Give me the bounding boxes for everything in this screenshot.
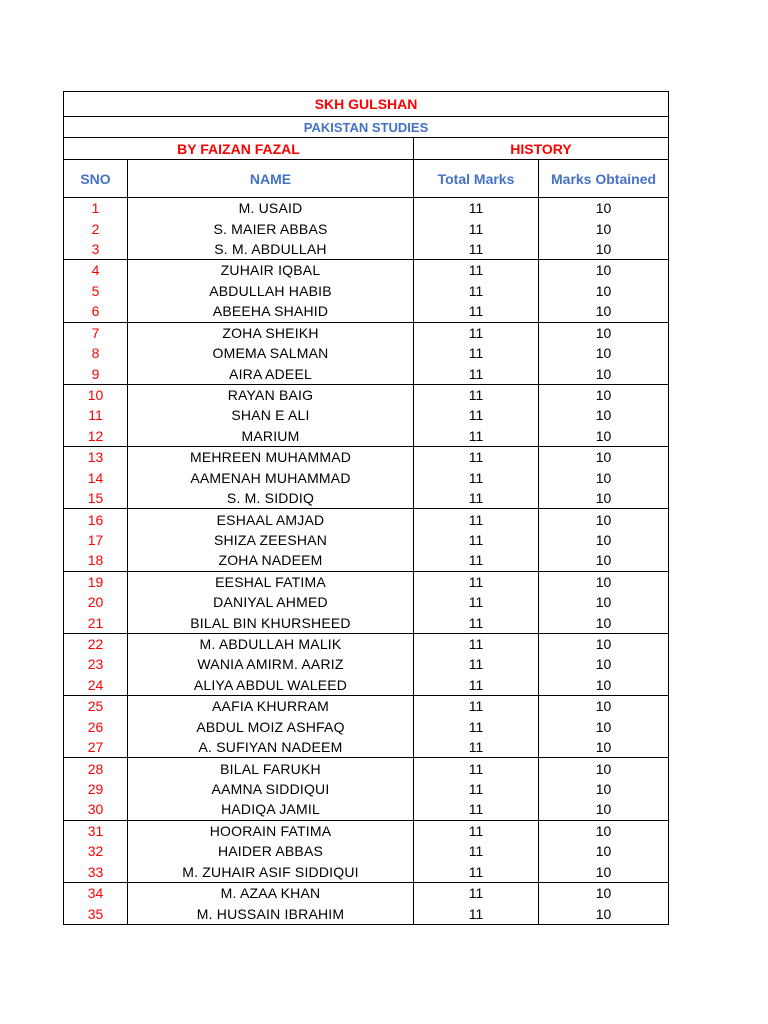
- table-row: [64, 654, 669, 674]
- row-sno: 21: [64, 612, 128, 633]
- row-name: OMEMA SALMAN: [128, 343, 414, 363]
- row-sno: 12: [64, 426, 128, 447]
- table-row: [64, 384, 669, 405]
- row-name: SHAN E ALI: [128, 405, 414, 425]
- row-name: AAFIA KHURRAM: [128, 696, 414, 717]
- row-name: EESHAL FATIMA: [128, 571, 414, 592]
- row-total-marks: 11: [414, 260, 539, 281]
- row-sno: 3: [64, 239, 128, 260]
- marks-table: [63, 91, 669, 925]
- row-marks-obtained: 10: [539, 239, 669, 260]
- row-marks-obtained: 10: [539, 405, 669, 425]
- row-marks-obtained: 10: [539, 737, 669, 758]
- table-row: [64, 343, 669, 363]
- table-row: [64, 198, 669, 219]
- row-sno: 32: [64, 841, 128, 861]
- row-marks-obtained: 10: [539, 612, 669, 633]
- row-marks-obtained: 10: [539, 509, 669, 530]
- row-name: S. M. ABDULLAH: [128, 239, 414, 260]
- row-marks-obtained: 10: [539, 363, 669, 384]
- row-sno: 33: [64, 862, 128, 883]
- row-sno: 10: [64, 384, 128, 405]
- row-total-marks: 11: [414, 696, 539, 717]
- row-marks-obtained: 10: [539, 550, 669, 571]
- row-sno: 14: [64, 467, 128, 487]
- table-row: [64, 841, 669, 861]
- row-marks-obtained: 10: [539, 633, 669, 654]
- row-sno: 34: [64, 882, 128, 903]
- table-row: [64, 467, 669, 487]
- row-name: ESHAAL AMJAD: [128, 509, 414, 530]
- row-total-marks: 11: [414, 799, 539, 820]
- row-marks-obtained: 10: [539, 343, 669, 363]
- row-sno: 2: [64, 218, 128, 238]
- table-row: [64, 218, 669, 238]
- row-name: AAMENAH MUHAMMAD: [128, 467, 414, 487]
- row-total-marks: 11: [414, 903, 539, 924]
- row-sno: 18: [64, 550, 128, 571]
- table-row: [64, 405, 669, 425]
- row-sno: 31: [64, 820, 128, 841]
- row-total-marks: 11: [414, 363, 539, 384]
- row-marks-obtained: 10: [539, 260, 669, 281]
- row-total-marks: 11: [414, 758, 539, 779]
- school-title: SKH GULSHAN: [64, 92, 669, 117]
- row-total-marks: 11: [414, 239, 539, 260]
- row-name: M. AZAA KHAN: [128, 882, 414, 903]
- table-row: [64, 633, 669, 654]
- row-name: S. M. SIDDIQ: [128, 488, 414, 509]
- row-sno: 7: [64, 322, 128, 343]
- subject-title: PAKISTAN STUDIES: [64, 117, 669, 138]
- row-total-marks: 11: [414, 612, 539, 633]
- row-sno: 20: [64, 592, 128, 612]
- row-name: ABDUL MOIZ ASHFAQ: [128, 717, 414, 737]
- row-marks-obtained: 10: [539, 281, 669, 301]
- table-row: [64, 737, 669, 758]
- row-total-marks: 11: [414, 426, 539, 447]
- row-total-marks: 11: [414, 862, 539, 883]
- row-marks-obtained: 10: [539, 903, 669, 924]
- row-sno: 19: [64, 571, 128, 592]
- row-total-marks: 11: [414, 571, 539, 592]
- row-marks-obtained: 10: [539, 426, 669, 447]
- row-total-marks: 11: [414, 675, 539, 696]
- row-marks-obtained: 10: [539, 779, 669, 799]
- row-sno: 5: [64, 281, 128, 301]
- row-marks-obtained: 10: [539, 675, 669, 696]
- row-name: MEHREEN MUHAMMAD: [128, 447, 414, 468]
- row-sno: 16: [64, 509, 128, 530]
- row-total-marks: 11: [414, 447, 539, 468]
- table-row: [64, 281, 669, 301]
- row-sno: 25: [64, 696, 128, 717]
- row-total-marks: 11: [414, 343, 539, 363]
- row-sno: 29: [64, 779, 128, 799]
- row-total-marks: 11: [414, 592, 539, 612]
- row-total-marks: 11: [414, 841, 539, 861]
- table-row: [64, 509, 669, 530]
- row-marks-obtained: 10: [539, 696, 669, 717]
- row-total-marks: 11: [414, 737, 539, 758]
- row-marks-obtained: 10: [539, 322, 669, 343]
- row-name: ZUHAIR IQBAL: [128, 260, 414, 281]
- row-sno: 8: [64, 343, 128, 363]
- row-total-marks: 11: [414, 779, 539, 799]
- row-name: ABDULLAH HABIB: [128, 281, 414, 301]
- school-row: [64, 92, 669, 117]
- row-sno: 15: [64, 488, 128, 509]
- row-name: M. ABDULLAH MALIK: [128, 633, 414, 654]
- row-name: AIRA ADEEL: [128, 363, 414, 384]
- table-row: [64, 675, 669, 696]
- row-name: M. USAID: [128, 198, 414, 219]
- row-name: SHIZA ZEESHAN: [128, 530, 414, 550]
- table-row: [64, 862, 669, 883]
- table-row: [64, 717, 669, 737]
- column-header-sno: SNO: [64, 160, 128, 198]
- row-name: M. HUSSAIN IBRAHIM: [128, 903, 414, 924]
- row-marks-obtained: 10: [539, 530, 669, 550]
- row-total-marks: 11: [414, 467, 539, 487]
- row-total-marks: 11: [414, 405, 539, 425]
- row-sno: 6: [64, 301, 128, 322]
- table-row: [64, 239, 669, 260]
- row-total-marks: 11: [414, 509, 539, 530]
- row-sno: 35: [64, 903, 128, 924]
- row-total-marks: 11: [414, 198, 539, 219]
- row-total-marks: 11: [414, 820, 539, 841]
- row-marks-obtained: 10: [539, 654, 669, 674]
- section-label: HISTORY: [414, 138, 669, 160]
- table-row: [64, 779, 669, 799]
- table-row: [64, 488, 669, 509]
- column-header-obtained: Marks Obtained: [539, 160, 669, 198]
- row-marks-obtained: 10: [539, 841, 669, 861]
- row-sno: 26: [64, 717, 128, 737]
- column-header-name: NAME: [128, 160, 414, 198]
- row-marks-obtained: 10: [539, 758, 669, 779]
- row-name: AAMNA SIDDIQUI: [128, 779, 414, 799]
- row-name: A. SUFIYAN NADEEM: [128, 737, 414, 758]
- table-row: [64, 592, 669, 612]
- row-name: MARIUM: [128, 426, 414, 447]
- row-sno: 1: [64, 198, 128, 219]
- byline-row: [64, 138, 669, 160]
- table-row: [64, 426, 669, 447]
- row-name: ALIYA ABDUL WALEED: [128, 675, 414, 696]
- row-total-marks: 11: [414, 488, 539, 509]
- row-name: S. MAIER ABBAS: [128, 218, 414, 238]
- column-header-total: Total Marks: [414, 160, 539, 198]
- row-sno: 11: [64, 405, 128, 425]
- table-row: [64, 550, 669, 571]
- row-name: ABEEHA SHAHID: [128, 301, 414, 322]
- column-header-row: [64, 160, 669, 198]
- table-row: [64, 882, 669, 903]
- row-total-marks: 11: [414, 717, 539, 737]
- row-sno: 22: [64, 633, 128, 654]
- row-name: ZOHA NADEEM: [128, 550, 414, 571]
- row-total-marks: 11: [414, 882, 539, 903]
- table-row: [64, 322, 669, 343]
- row-marks-obtained: 10: [539, 488, 669, 509]
- row-marks-obtained: 10: [539, 862, 669, 883]
- table-row: [64, 447, 669, 468]
- table-row: [64, 612, 669, 633]
- row-marks-obtained: 10: [539, 198, 669, 219]
- subject-row: [64, 117, 669, 138]
- row-sno: 27: [64, 737, 128, 758]
- row-name: BILAL FARUKH: [128, 758, 414, 779]
- row-sno: 23: [64, 654, 128, 674]
- row-total-marks: 11: [414, 550, 539, 571]
- table-row: [64, 571, 669, 592]
- row-marks-obtained: 10: [539, 820, 669, 841]
- author-label: BY FAIZAN FAZAL: [64, 138, 414, 160]
- row-total-marks: 11: [414, 281, 539, 301]
- table-row: [64, 696, 669, 717]
- table-row: [64, 530, 669, 550]
- row-marks-obtained: 10: [539, 882, 669, 903]
- row-sno: 9: [64, 363, 128, 384]
- row-name: WANIA AMIRM. AARIZ: [128, 654, 414, 674]
- row-name: BILAL BIN KHURSHEED: [128, 612, 414, 633]
- row-marks-obtained: 10: [539, 218, 669, 238]
- row-sno: 28: [64, 758, 128, 779]
- row-marks-obtained: 10: [539, 447, 669, 468]
- row-total-marks: 11: [414, 322, 539, 343]
- row-marks-obtained: 10: [539, 467, 669, 487]
- row-sno: 17: [64, 530, 128, 550]
- table-row: [64, 799, 669, 820]
- row-marks-obtained: 10: [539, 384, 669, 405]
- row-total-marks: 11: [414, 384, 539, 405]
- row-name: RAYAN BAIG: [128, 384, 414, 405]
- row-name: ZOHA SHEIKH: [128, 322, 414, 343]
- row-name: HAIDER ABBAS: [128, 841, 414, 861]
- row-name: M. ZUHAIR ASIF SIDDIQUI: [128, 862, 414, 883]
- row-marks-obtained: 10: [539, 799, 669, 820]
- table-row: [64, 260, 669, 281]
- row-total-marks: 11: [414, 301, 539, 322]
- row-sno: 24: [64, 675, 128, 696]
- row-marks-obtained: 10: [539, 571, 669, 592]
- table-row: [64, 363, 669, 384]
- row-sno: 4: [64, 260, 128, 281]
- row-total-marks: 11: [414, 218, 539, 238]
- table-row: [64, 903, 669, 924]
- row-name: HADIQA JAMIL: [128, 799, 414, 820]
- table-row: [64, 820, 669, 841]
- row-total-marks: 11: [414, 654, 539, 674]
- row-total-marks: 11: [414, 530, 539, 550]
- row-total-marks: 11: [414, 633, 539, 654]
- row-name: HOORAIN FATIMA: [128, 820, 414, 841]
- row-marks-obtained: 10: [539, 301, 669, 322]
- row-sno: 13: [64, 447, 128, 468]
- table-row: [64, 301, 669, 322]
- row-marks-obtained: 10: [539, 717, 669, 737]
- row-name: DANIYAL AHMED: [128, 592, 414, 612]
- row-marks-obtained: 10: [539, 592, 669, 612]
- row-sno: 30: [64, 799, 128, 820]
- table-row: [64, 758, 669, 779]
